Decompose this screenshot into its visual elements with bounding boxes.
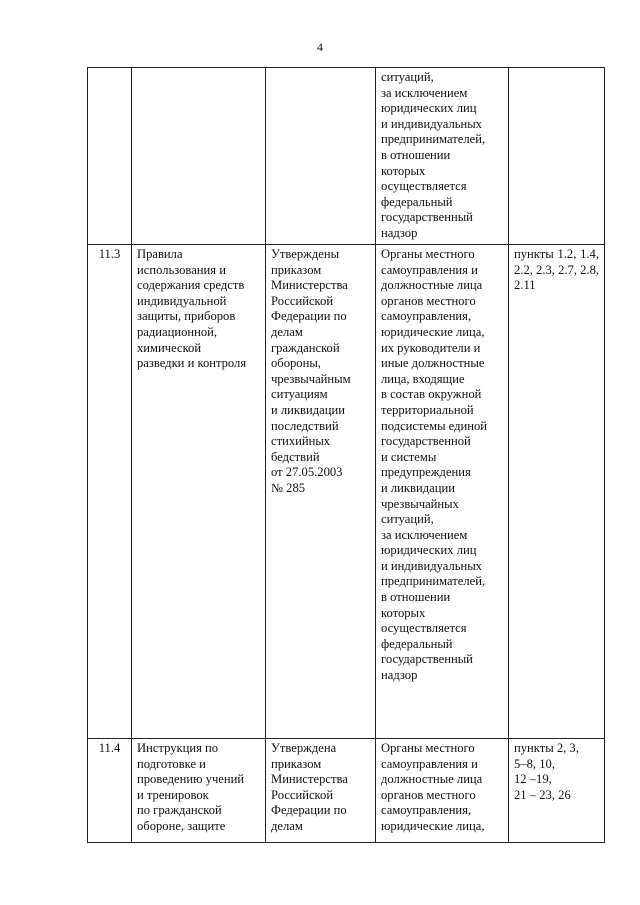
approval-details-cell: Утверждены приказом Министерства Российской Федерации по делам гражданской обороны, чрезвычайным ситуациям и ликвидации последствий стихийных бедствий от 27.05.2003 № 285: [266, 245, 376, 739]
applicable-subjects-cell: ситуаций, за исключением юридических лиц и индивидуальных предпринимателей, в отношении которых осуществляется федеральный государственный надзор: [376, 68, 509, 245]
table-row: [88, 739, 605, 843]
row-number-cell: 11.3: [88, 245, 132, 739]
points-cell: пункты 2, 3, 5–8, 10, 12 –19, 21 – 23, 26: [509, 739, 605, 843]
points-cell: пункты 1.2, 1.4, 2.2, 2.3, 2.7, 2.8, 2.11: [509, 245, 605, 739]
points-cell: [509, 68, 605, 245]
approval-details-cell: Утверждена приказом Министерства Российской Федерации по делам: [266, 739, 376, 843]
table-row: [88, 68, 605, 245]
approval-details-cell: [266, 68, 376, 245]
row-number-cell: 11.4: [88, 739, 132, 843]
document-name-cell: [132, 68, 266, 245]
page-number: 4: [317, 40, 323, 54]
applicable-subjects-cell: Органы местного самоуправления и должностные лица органов местного самоуправления, юридические лица, их руководители и иные должностные лица, входящие в состав окружной территориальной подсистемы единой государственной и системы предупреждения и ликвидации чрезвычайных ситуаций, за исключением юридических лиц и индивидуальных предпринимателей, в отношении которых осуществляется федеральный государственный надзор: [376, 245, 509, 739]
requirements-table: [87, 67, 605, 843]
table-row: [88, 245, 605, 739]
row-number-cell: [88, 68, 132, 245]
document-name-cell: Правила использования и содержания средств индивидуальной защиты, приборов радиационной, химической разведки и контроля: [132, 245, 266, 739]
applicable-subjects-cell: Органы местного самоуправления и должностные лица органов местного самоуправления, юридические лица,: [376, 739, 509, 843]
document-name-cell: Инструкция по подготовке и проведению учений и тренировок по гражданской обороне, защите: [132, 739, 266, 843]
